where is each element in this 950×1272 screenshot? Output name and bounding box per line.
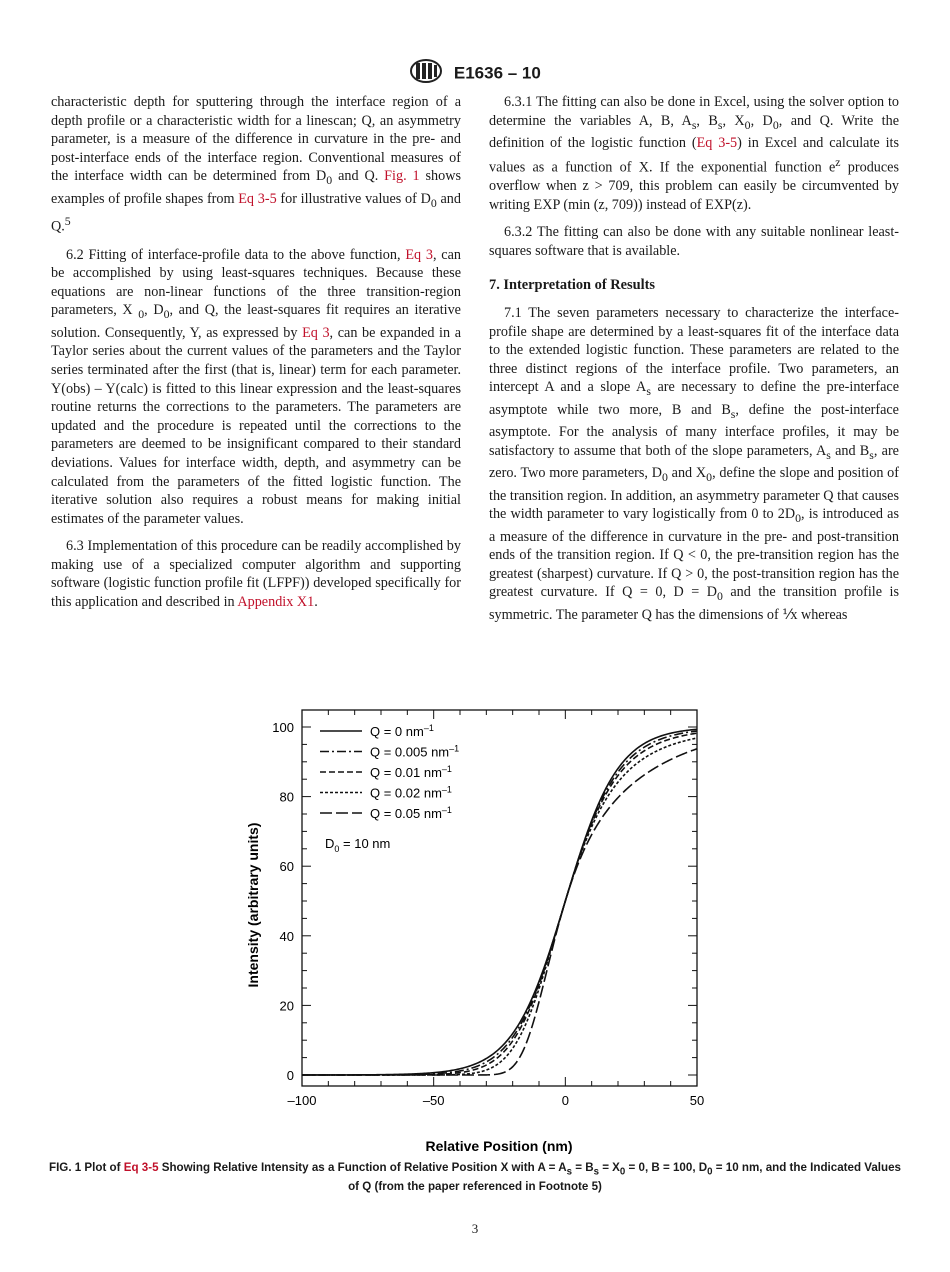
plot-frame	[302, 710, 697, 1086]
legend-label: Q = 0.005 $nm^{-1}$	[370, 743, 460, 760]
eq-3-5-link[interactable]: Eq 3-5	[238, 190, 277, 207]
profile-chart	[240, 700, 720, 1160]
paragraph-6-2: 6.2 Fitting of interface-profile data to the above function, Eq 3, can be accomplished by using least-squares techniques. Because these equations are non-linear functions of the three transition-region parameters, X $_0$, $D_0$, and Q, the least-squares fit requires an iterative solution. Consequently, Y, as expressed by Eq 3, can be expanded in a Taylor series about the current values of the parameters and the Taylor series terminated after the first (that is, linear) term for each parameter. Y(obs) – Y(calc) is fitted to this linear expression and the least-squares routine returns the corrections to the parameters. The parameters are updated and the procedure is repeated until the corrections to the parameters are deemed to be insignificant compared to their standard deviations. Values for interface width, depth, and asymmetry can be calculated from the parameters of the fitted logistic function. The iterative solution also requires a robust means for making initial estimates of the parameter values.	[51, 246, 461, 527]
legend-label: Q = 0.05 $nm^{-1}$	[370, 805, 452, 821]
right-column	[489, 93, 899, 633]
legend-label: Q = 0.01 $nm^{-1}$	[370, 764, 452, 780]
figure-1	[240, 700, 720, 1160]
series-line	[302, 731, 697, 1075]
legend-label: Q = 0 $nm^{-1}$	[370, 723, 434, 739]
legend-label: Q = 0.02 $nm^{-1}$	[370, 784, 452, 801]
eq-3-link[interactable]: Eq 3	[405, 246, 433, 263]
paragraph-6-3-2: 6.3.2 The fitting can also be done with any suitable nonlinear least-squares software that is available.	[489, 224, 899, 259]
series-line	[302, 729, 697, 1075]
page-header	[0, 58, 950, 89]
paragraph-6-1-cont: characteristic depth for sputtering through the interface region of a depth profile or a characteristic width for a linescan; Q, an asymmetry parameter, is a measure of the difference in curvature in the pre- and post-interface ends of the interface region. Conventional measures of the interface width can be determined from $D_0$ and Q. Fig. 1 shows examples of profile shapes from Eq 3-5 for illustrative values of $D_0$ and Q.$^5$	[51, 94, 461, 235]
eq-3-5-link-excel[interactable]: Eq 3-5	[696, 135, 738, 152]
left-column	[51, 93, 461, 621]
series-line	[302, 733, 697, 1075]
x-tick-label: 0	[561, 1093, 569, 1108]
y-axis-label: Intensity (arbitrary units)	[245, 822, 261, 988]
x-tick-label: –100	[287, 1093, 317, 1108]
figure-caption: FIG. 1 Plot of Eq 3-5 Showing Relative Intensity as a Function of Relative Position X with $A = A_s = B_s = X_0 = 0$, B = 100, $D_0 = 10$ nm, and the Indicated Values of Q (from the paper referenced in Footnote 5)	[49, 1161, 901, 1194]
eq-3-link-2[interactable]: Eq 3	[302, 324, 330, 341]
y-tick-label: 80	[279, 789, 294, 805]
x-tick-label: 50	[689, 1093, 705, 1108]
series-line	[302, 749, 697, 1075]
y-tick-label: 100	[272, 720, 294, 735]
paragraph-6-3: 6.3 Implementation of this procedure can be readily accomplished by making use of a specialized computer algorithm and supporting software (logistic function profile fit (LFPF)) developed specifically for this application and described in Appendix X1.	[51, 538, 461, 611]
fig-1-link[interactable]: Fig. 1	[384, 168, 420, 185]
appendix-x1-link[interactable]: Appendix X1	[237, 594, 315, 611]
y-tick-label: 0	[286, 1068, 294, 1083]
d0-annotation: $D_0 = 10$ nm	[325, 836, 391, 854]
y-tick-label: 40	[279, 928, 294, 944]
standard-designation: E1636 – 10	[453, 63, 541, 83]
page-number: 3	[471, 1221, 479, 1236]
y-tick-label: 60	[279, 859, 294, 875]
paragraph-6-3-1: 6.3.1 The fitting can also be done in Excel, using the solver option to determine the variables A, B, $A_s$, $B_s$, $X_0$, $D_0$, and Q. Write the definition of the logistic function (Eq 3-5) in Excel and calculate its values as a function of X. If the exponential function $e^z$ produces overflow when z > 709, this problem can easily be circumvented by writing EXP (min (z, 709)) instead of EXP(z).	[489, 94, 900, 213]
x-axis-label: Relative Position (nm)	[425, 1138, 573, 1154]
series-line	[302, 738, 697, 1075]
astm-logo-icon	[409, 58, 443, 89]
paragraph-7-1: 7.1 The seven parameters necessary to characterize the interface-profile shape are determined by a least-squares fit of the interface data to the extended logistic function. These parameters are related to the three distinct regions of the interface profile. Two parameters, an intercept A and a slope $A_s$ are necessary to define the pre-interface asymptote while two more, B and $B_s$, define the post-interface asymptote. For the analysis of many interface profiles, it may be satisfactory to assume that both of the slope parameters, $A_s$ and $B_s$, are zero. Two more parameters, $D_0$ and $X_0$, define the slope and position of the transition region. In addition, an asymmetry parameter Q that causes the width parameter to vary logistically from 0 to $2D_0$, is introduced as a measure of the difference in curvature in the pre- and post-transition ends of the transition region. If Q < 0, the pre-transition region has the greatest (sharpest) curvature. If Q > 0, the post-transition region has the greatest curvature. If Q = 0, $D = D_0$ and the transition profile is symmetric. The parameter Q has the dimensions of ⅟x whereas	[489, 304, 900, 623]
section-heading-7: 7. Interpretation of Results	[489, 277, 656, 294]
y-tick-label: 20	[279, 998, 294, 1014]
caption-eq-link[interactable]: Eq 3-5	[123, 1161, 159, 1174]
x-tick-label: –50	[422, 1093, 445, 1108]
